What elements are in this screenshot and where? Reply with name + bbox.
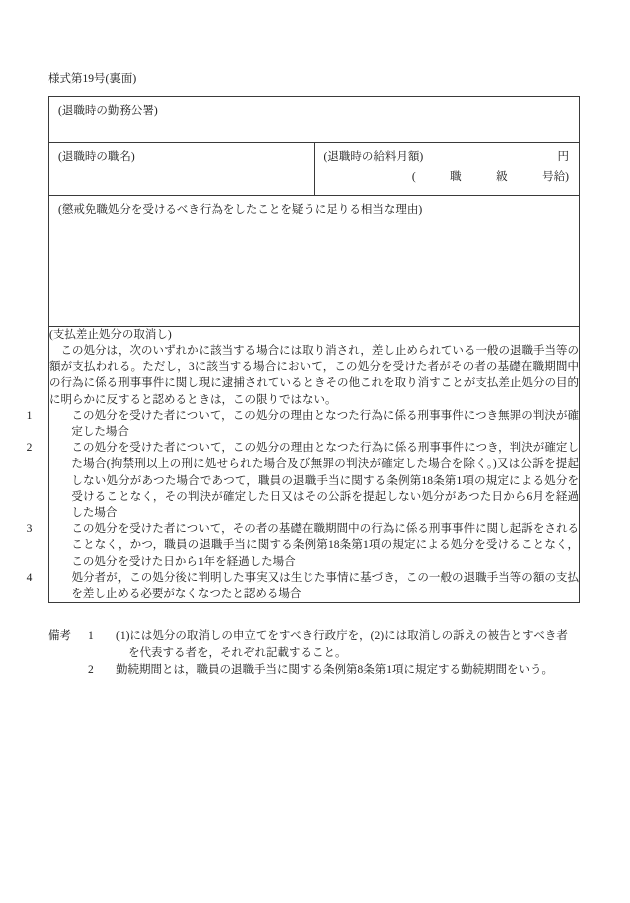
remarks-item <box>88 662 593 679</box>
remarks-item-line2: を代表する者を，それぞれ記載すること。 <box>128 646 347 659</box>
remarks-label: 備考 <box>48 630 71 642</box>
list-item-number: 4 <box>26 571 33 584</box>
list-item <box>26 570 579 602</box>
cell-salary <box>314 143 580 196</box>
list-item-number: 3 <box>26 523 33 536</box>
remarks-item-list <box>88 628 593 679</box>
remarks-item-body <box>116 628 593 661</box>
table-row-office <box>49 97 580 143</box>
remarks-item-number: 1 <box>88 630 94 642</box>
list-item-text: この処分を受けた者について，この処分の理由となつた行為に係る刑事事件につき無罪の判決が確定した場合 <box>71 409 579 439</box>
remarks-item-line1: 勤続期間とは，職員の退職手当に関する条例第8条第1項に規定する勤続期間をいう。 <box>116 664 553 676</box>
salary-label: (退職時の給料月額) <box>323 151 424 163</box>
cell-cancellation <box>26 327 580 603</box>
remarks-item-line1: (1)には処分の取消しの申立てをすべき行政庁を，(2)には取消しの訴えの被告とすべき者 <box>116 630 568 642</box>
salary-unit: 円 <box>557 151 569 163</box>
cell-job-title <box>49 143 315 196</box>
cancellation-paragraph: この処分は，次のいずれかに該当する場合には取り消され，差し止められている一般の退職手当等の額が支払われる。ただし，3に該当する場合において，この処分を受けた者がその者の基礎在職期間中の行為に係る刑事事件に関し現に逮捕されているときその他これを取り消すことが支払差止処分の目的に明らかに反すると認めるときは，この限りではない。 <box>49 345 579 406</box>
remarks-item-body <box>116 662 593 679</box>
list-item-text: 処分者が，この処分後に判明した事実又は生じた事情に基づき，この一般の退職手当等の額の支払を差し止める必要がなくなつたと認める場合 <box>71 571 579 601</box>
remarks-item <box>88 628 593 661</box>
table-row-reason <box>49 196 580 327</box>
cancellation-heading: (支払差止処分の取消し) <box>49 329 172 341</box>
list-item-number: 2 <box>26 442 33 455</box>
table-row-cancellation <box>49 327 580 603</box>
cell-office <box>49 97 580 143</box>
list-item-text: この処分を受けた者について，その者の基礎在職期間中の行為に係る刑事事件に関し起訴をされることなく，かつ，職員の退職手当に関する条例第18条第1項の規定による処分を受けることなく，この処分を受けた日から1年を経過した場合 <box>71 523 579 568</box>
list-item <box>26 440 579 521</box>
reason-label: (懲戒免職処分を受けるべき行為をしたことを疑うに足りる相当な理由) <box>58 204 423 216</box>
list-item-number: 1 <box>26 409 33 422</box>
remarks-item-number: 2 <box>88 664 94 676</box>
retirement-form-table <box>26 96 580 603</box>
table-row-job-title-salary <box>49 143 580 196</box>
cancellation-condition-list <box>26 408 579 602</box>
job-title-label: (退職時の職名) <box>58 151 135 163</box>
remarks-section <box>48 628 593 679</box>
list-item <box>26 408 579 440</box>
remarks-row <box>48 628 593 679</box>
office-label: (退職時の勤務公署) <box>58 105 158 117</box>
salary-grade-line: ( 職 級 号給) <box>411 171 569 183</box>
cell-reason <box>49 196 580 327</box>
form-number-heading: 様式第19号(裏面) <box>48 73 137 85</box>
list-item-text: この処分を受けた者について，この処分の理由となつた行為に係る刑事事件につき，判決が確定した場合(拘禁刑以上の刑に処せられた場合及び無罪の判決が確定した場合を除く。)又は公訴を提起しない処分があつた場合であつて，職員の退職手当に関する条例第18条第1項の規定による処分を受けることなく，その判決が確定した日又はその公訴を提起しない処分があつた日から6月を経過した場合 <box>71 442 579 520</box>
salary-amount-row <box>315 143 580 165</box>
list-item <box>26 521 579 570</box>
